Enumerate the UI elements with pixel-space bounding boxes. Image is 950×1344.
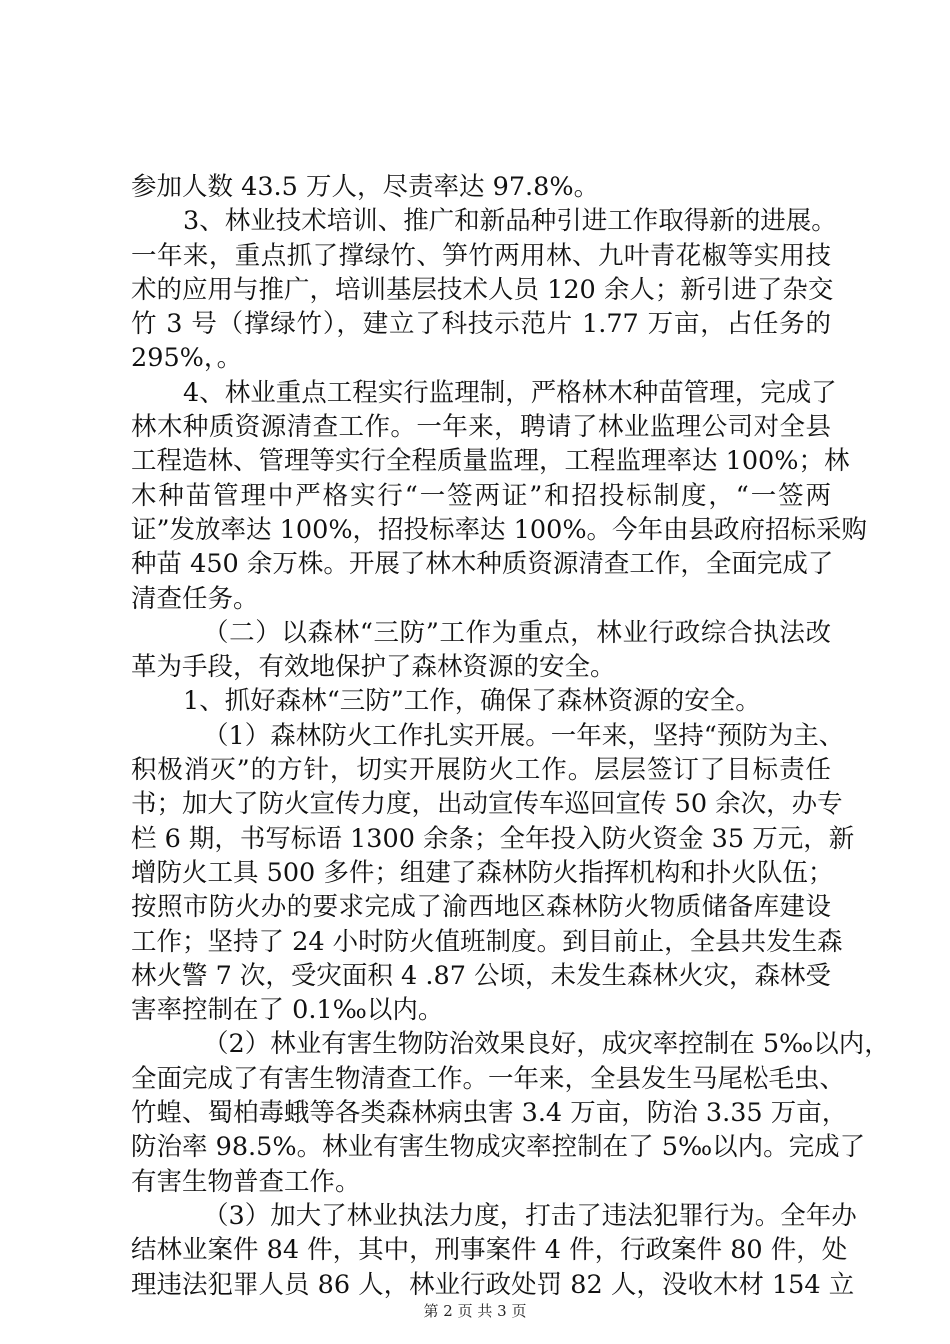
- text-line: （1）森林防火工作扎实开展。一年来，坚持“预防为主、: [203, 720, 845, 751]
- text-line: （2）林业有害生物防治效果良好，成灾率控制在 5‰以内，: [203, 1029, 890, 1060]
- text-line: 按照市防火办的要求完成了渝西地区森林防火物质储备库建设: [131, 892, 831, 923]
- text-line: 1、抓好森林“三防”工作，确保了森林资源的安全。: [183, 686, 761, 717]
- text-line: 革为手段，有效地保护了森林资源的安全。: [131, 652, 616, 683]
- text-line: 竹蝗、蜀柏毒蛾等各类森林病虫害 3.4 万亩，防治 3.35 万亩，: [131, 1098, 848, 1129]
- text-line: 理违法犯罪人员 86 人，林业行政处罚 82 人，没收木材 154 立: [131, 1269, 855, 1300]
- text-line: 防治率 98.5%。林业有害生物成灾率控制在了 5‰以内。完成了: [131, 1132, 866, 1163]
- text-line: 一年来，重点抓了撑绿竹、笋竹两用林、九叶青花椒等实用技: [131, 240, 831, 271]
- text-line: 增防火工具 500 多件；组建了森林防火指挥机构和扑火队伍；: [131, 857, 834, 888]
- text-line: 4、林业重点工程实行监理制，严格林木种苗管理，完成了: [183, 377, 837, 408]
- text-line: 工程造林、管理等实行全程质量监理，工程监理率达 100%；林: [131, 446, 850, 477]
- text-line: 3、林业技术培训、推广和新品种引进工作取得新的进展。: [183, 206, 837, 237]
- text-line: 栏 6 期，书写标语 1300 余条；全年投入防火资金 35 万元，新: [131, 823, 855, 854]
- page-number: 第 2 页 共 3 页: [423, 1302, 527, 1320]
- text-line: 竹 3 号（撑绿竹），建立了科技示范片 1.77 万亩，占任务的: [131, 309, 831, 340]
- text-line: 清查任务。: [131, 583, 259, 614]
- text-line: 书；加大了防火宣传力度，出动宣传车巡回宣传 50 余次，办专: [131, 789, 843, 820]
- text-line: （3）加大了林业执法力度，打击了违法犯罪行为。全年办: [203, 1200, 857, 1231]
- page-footer: [0, 1300, 950, 1321]
- text-line: 木种苗管理中严格实行“一签两证”和招投标制度，“一签两: [131, 480, 831, 511]
- text-line: 林火警 7 次，受灾面积 4 .87 公顷，未发生森林火灾，森林受: [131, 960, 832, 991]
- text-line: 种苗 450 余万株。开展了林木种质资源清查工作，全面完成了: [131, 549, 834, 580]
- text-line: 全面完成了有害生物清查工作。一年来，全县发生马尾松毛虫、: [131, 1063, 846, 1094]
- text-line: 积极消灭”的方针，切实开展防火工作。层层签订了目标责任: [131, 755, 831, 786]
- text-line: 295%，。: [131, 343, 243, 374]
- text-line: 害率控制在了 0.1‰以内。: [131, 995, 444, 1026]
- text-line: 术的应用与推广，培训基层技术人员 120 余人；新引进了杂交: [131, 274, 834, 305]
- text-line: 证”发放率达 100%，招投标率达 100%。今年由县政府招标采购: [131, 514, 868, 545]
- body-text: [131, 170, 890, 1302]
- text-line: 结林业案件 84 件，其中，刑事案件 4 件，行政案件 80 件，处: [131, 1235, 848, 1266]
- text-line: 有害生物普查工作。: [131, 1166, 361, 1197]
- text-line: 参加人数 43.5 万人，尽责率达 97.8%。: [131, 172, 600, 202]
- text-line: 林木种质资源清查工作。一年来，聘请了林业监理公司对全县: [131, 412, 831, 443]
- text-line: 工作；坚持了 24 小时防火值班制度。到目前止，全县共发生森: [131, 926, 843, 957]
- text-line: （二）以森林“三防”工作为重点，林业行政综合执法改: [203, 617, 831, 648]
